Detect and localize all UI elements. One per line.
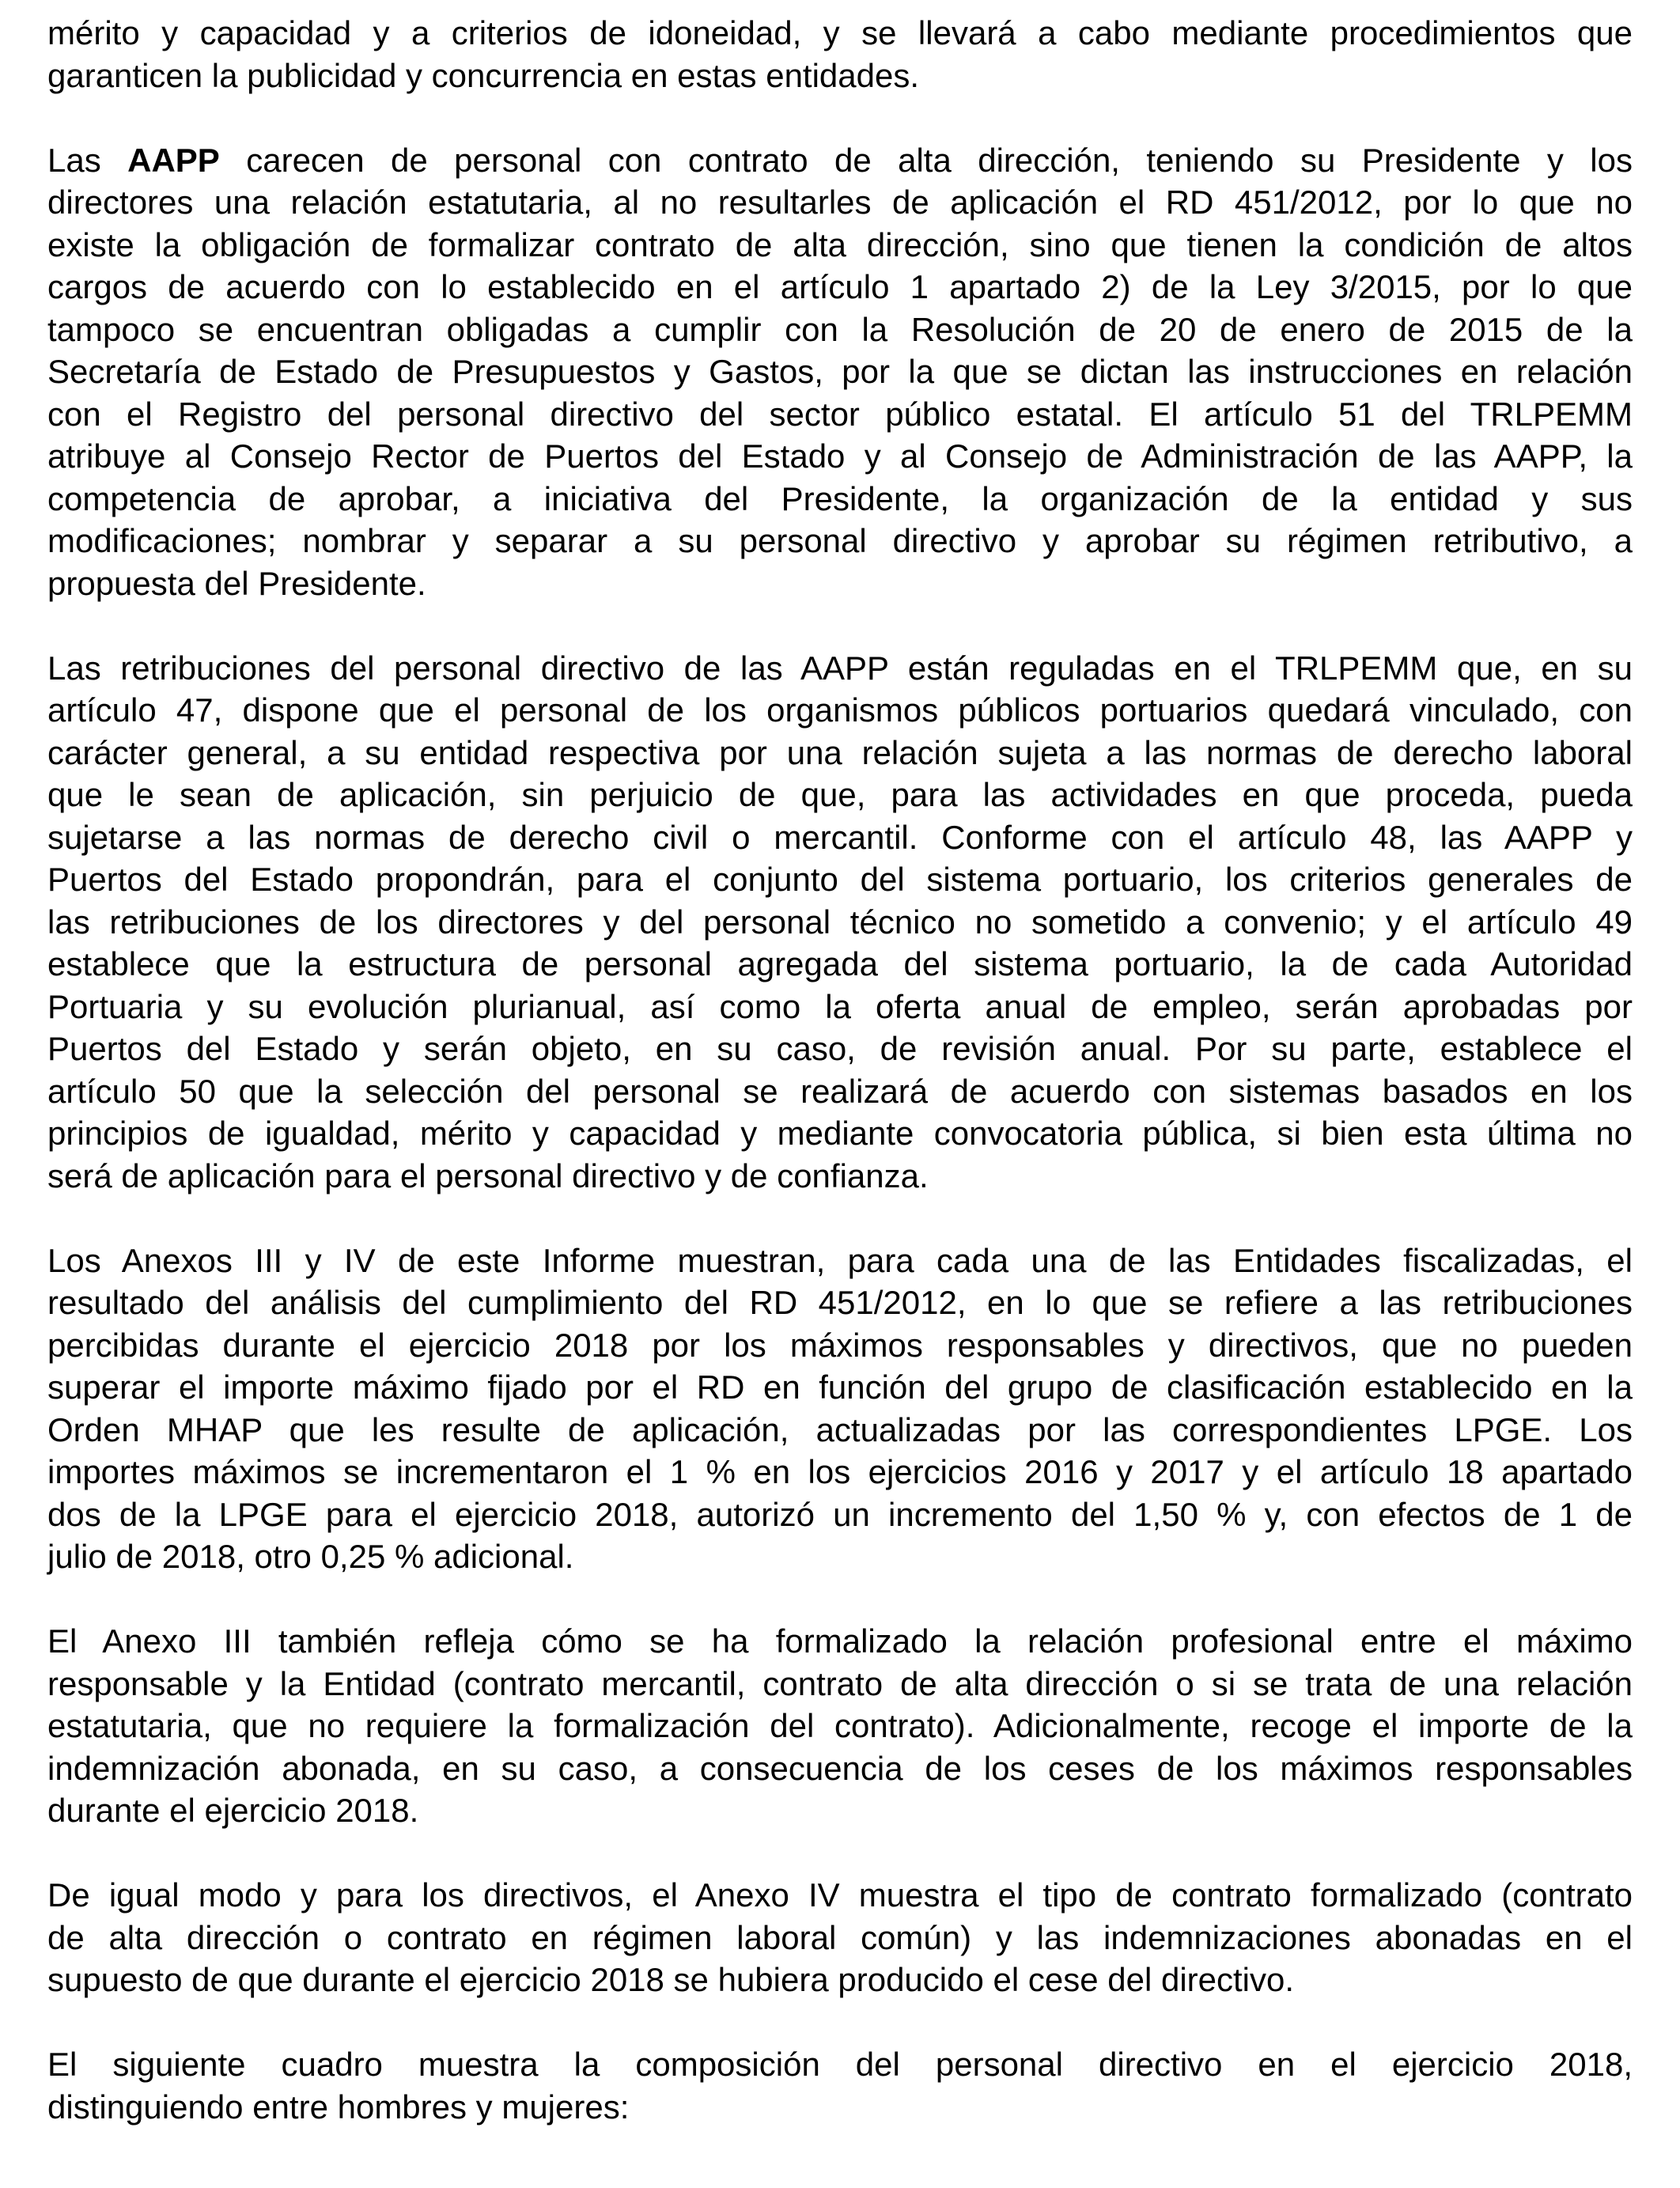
text-line: Secretaría de Estado de Presupuestos y Gastos, por la que se dictan las instrucciones en relación xyxy=(47,353,1633,390)
text-line: dos de la LPGE para el ejercicio 2018, autorizó un incremento del 1,50 % y, con efectos de 1 de xyxy=(47,1495,1633,1533)
paragraph xyxy=(47,139,1633,605)
text-line: Las retribuciones del personal directivo de las AAPP están reguladas en el TRLPEMM que, en su xyxy=(47,649,1633,687)
text-line: estatutaria, que no requiere la formalización del contrato). Adicionalmente, recoge el importe de la xyxy=(47,1707,1633,1744)
paragraph xyxy=(47,647,1633,1198)
text-line: directores una relación estatutaria, al no resultarles de aplicación el RD 451/2012, por lo que no xyxy=(47,184,1633,221)
text-line: percibidas durante el ejercicio 2018 por los máximos responsables y directivos, que no pueden xyxy=(47,1326,1633,1364)
text-line: cargos de acuerdo con lo establecido en el artículo 1 apartado 2) de la Ley 3/2015, por lo que xyxy=(47,268,1633,305)
text-line: mérito y capacidad y a criterios de idoneidad, y se llevará a cabo mediante procedimientos que xyxy=(47,14,1633,51)
text-line: Puertos del Estado y serán objeto, en su caso, de revisión anual. Por su parte, establece el xyxy=(47,1030,1633,1067)
paragraph xyxy=(47,2043,1633,2128)
text-line: julio de 2018, otro 0,25 % adicional. xyxy=(47,1538,574,1575)
document-page xyxy=(47,12,1633,2171)
bold-acronym: AAPP xyxy=(127,141,220,179)
text-line: será de aplicación para el personal directivo y de confianza. xyxy=(47,1156,929,1194)
paragraph xyxy=(47,1620,1633,1832)
text-line: responsable y la Entidad (contrato mercantil, contrato de alta dirección o si se trata de una relación xyxy=(47,1664,1633,1702)
text-line: garanticen la publicidad y concurrencia en estas entidades. xyxy=(47,56,920,94)
text-line: importes máximos se incrementaron el 1 % en los ejercicios 2016 y 2017 y el artículo 18 apartado xyxy=(47,1453,1633,1490)
paragraph xyxy=(47,1874,1633,2001)
text-line: Portuaria y su evolución plurianual, así como la oferta anual de empleo, serán aprobadas por xyxy=(47,987,1633,1025)
text-line: Los Anexos III y IV de este Informe muestran, para cada una de las Entidades fiscalizadas, el xyxy=(47,1241,1633,1279)
text-line: atribuye al Consejo Rector de Puertos del Estado y al Consejo de Administración de las AAPP, la xyxy=(47,437,1633,475)
text-line: artículo 47, dispone que el personal de los organismos públicos portuarios quedará vinculado, con xyxy=(47,691,1633,729)
text-line: artículo 50 que la selección del personal se realizará de acuerdo con sistemas basados en los xyxy=(47,1072,1633,1110)
text-line: Orden MHAP que les resulte de aplicación, actualizadas por las correspondientes LPGE. Los xyxy=(47,1410,1633,1448)
paragraph xyxy=(47,1240,1633,1578)
text-line: indemnización abonada, en su caso, a consecuencia de los ceses de los máximos responsables xyxy=(47,1749,1633,1787)
text-line: que le sean de aplicación, sin perjuicio de que, para las actividades en que proceda, pueda xyxy=(47,776,1633,813)
text-line: principios de igualdad, mérito y capacidad y mediante convocatoria pública, si bien esta última no xyxy=(47,1115,1633,1152)
text-line: de alta dirección o contrato en régimen laboral común) y las indemnizaciones abonadas en el xyxy=(47,1918,1633,1956)
text-line: con el Registro del personal directivo del sector público estatal. El artículo 51 del TRLPEMM xyxy=(47,395,1633,433)
text-line: propuesta del Presidente. xyxy=(47,564,426,602)
text-line: establece que la estructura de personal agregada del sistema portuario, la de cada Autoridad xyxy=(47,945,1633,982)
text-line: existe la obligación de formalizar contrato de alta dirección, sino que tienen la condición de altos xyxy=(47,225,1633,263)
text-line: modificaciones; nombrar y separar a su personal directivo y aprobar su régimen retributivo, a xyxy=(47,522,1633,559)
text-line: resultado del análisis del cumplimiento del RD 451/2012, en lo que se refiere a las retribuciones xyxy=(47,1284,1633,1321)
text-line: Puertos del Estado propondrán, para el conjunto del sistema portuario, los criterios generales de xyxy=(47,861,1633,898)
text-line xyxy=(47,139,1633,182)
text-line: las retribuciones de los directores y del personal técnico no sometido a convenio; y el artículo 49 xyxy=(47,903,1633,941)
text-line: El siguiente cuadro muestra la composición del personal directivo en el ejercicio 2018, xyxy=(47,2046,1633,2083)
text-line: sujetarse a las normas de derecho civil o mercantil. Conforme con el artículo 48, las AAPP y xyxy=(47,818,1633,856)
text-line: El Anexo III también refleja cómo se ha formalizado la relación profesional entre el máximo xyxy=(47,1622,1633,1660)
text-line: superar el importe máximo fijado por el RD en función del grupo de clasificación establecido en la xyxy=(47,1368,1633,1406)
text-run: carecen de personal con contrato de alta dirección, teniendo su Presidente y los xyxy=(219,141,1633,179)
text-line: supuesto de que durante el ejercicio 2018 se hubiera producido el cese del directivo. xyxy=(47,1961,1295,1998)
text-run: Las xyxy=(47,141,128,179)
paragraph xyxy=(47,12,1633,97)
text-line: distinguiendo entre hombres y mujeres: xyxy=(47,2088,630,2126)
text-line: De igual modo y para los directivos, el Anexo IV muestra el tipo de contrato formalizado (contrato xyxy=(47,1876,1633,1914)
text-line: durante el ejercicio 2018. xyxy=(47,1792,419,1829)
text-line: carácter general, a su entidad respectiva por una relación sujeta a las normas de derecho laboral xyxy=(47,733,1633,771)
text-line: tampoco se encuentran obligadas a cumplir con la Resolución de 20 de enero de 2015 de la xyxy=(47,310,1633,348)
text-line: competencia de aprobar, a iniciativa del Presidente, la organización de la entidad y sus xyxy=(47,479,1633,517)
